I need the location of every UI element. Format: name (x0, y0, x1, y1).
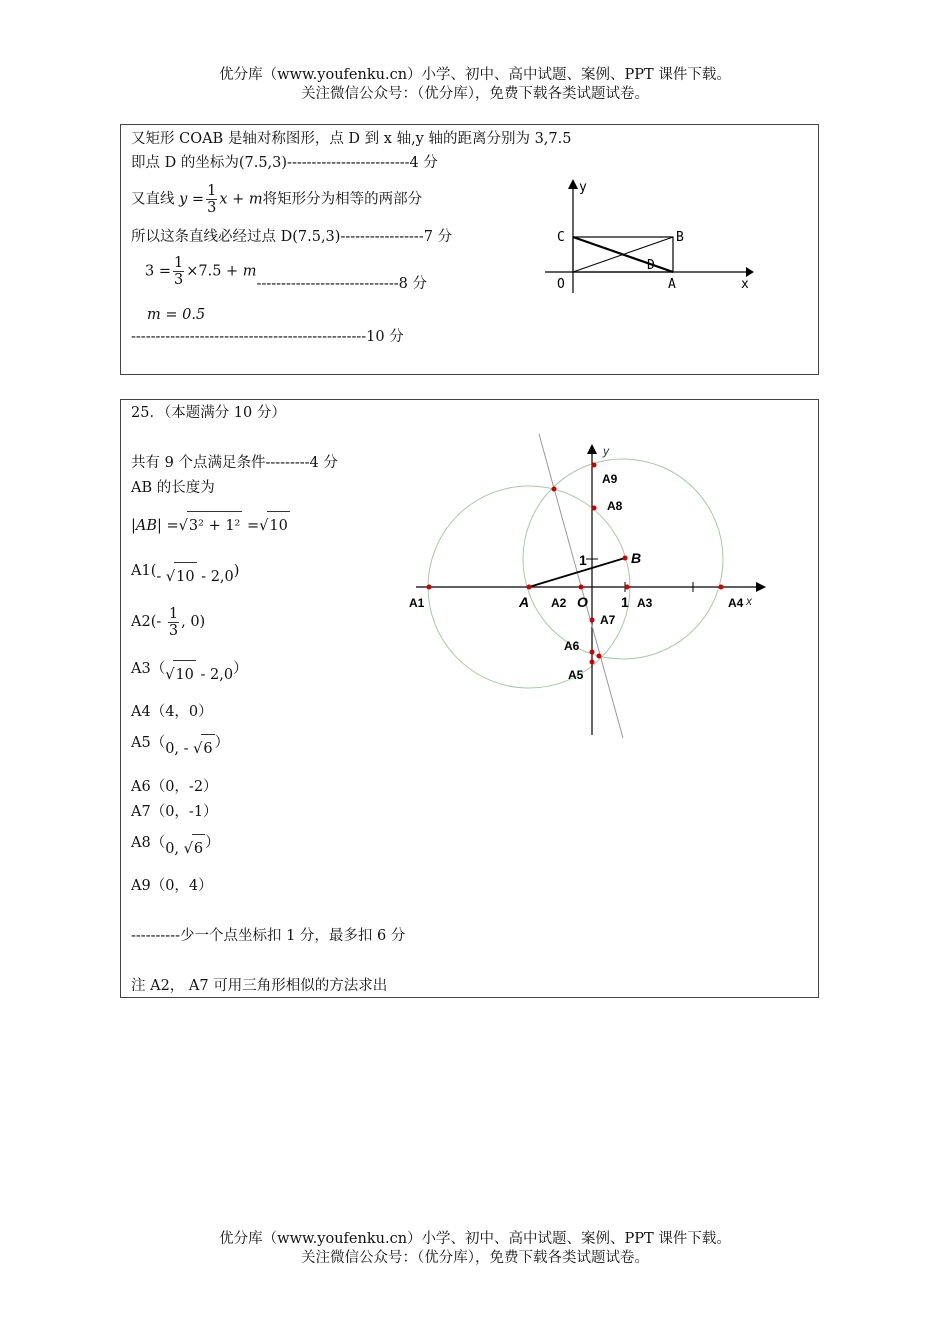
label-o: O (557, 277, 565, 292)
circle-figure (401, 430, 781, 750)
radical-sign: √ (178, 518, 188, 534)
rectangle-figure (541, 175, 761, 295)
bisector-circle-dot (597, 654, 602, 659)
solution-box-2 (120, 399, 819, 998)
point-a8-dot (592, 506, 597, 511)
footer-line-1: 优分库（www.youfenku.cn）小学、初中、高中试题、案例、PPT 课件下载。 (219, 1231, 731, 1247)
point-a4-dot (719, 585, 724, 590)
label-a1: A1 (409, 596, 425, 610)
label-a7: A7 (600, 613, 616, 627)
box1-l3-post: 将矩形分为相等的两部分 (262, 191, 423, 208)
label-a9: A9 (602, 472, 618, 486)
box1-l3-pre: 又直线 (131, 191, 180, 208)
point-a2-dot (579, 585, 584, 590)
y-axis-arrow (568, 179, 578, 189)
ab-lhs: |AB| (131, 518, 162, 534)
a3-label: A3（ (131, 661, 166, 677)
box1-line-3 (131, 183, 422, 216)
a1-value: - (156, 569, 166, 585)
label-y: y (603, 444, 609, 458)
label-b: B (676, 230, 684, 245)
a3-close: ） (233, 661, 248, 677)
box1-l3-fraction (206, 183, 217, 216)
box1-l5-tail: -----------------------------8 分 (256, 275, 427, 292)
point-a-dot (527, 585, 532, 590)
frac-denominator: 3 (207, 200, 217, 216)
ab-eq: = (161, 518, 179, 534)
deduction-note: ----------少一个点坐标扣 1 分，最多扣 6 分 (131, 928, 406, 944)
label-one-x: 1 (621, 594, 629, 610)
frac-denominator: 3 (173, 272, 184, 288)
box2-line-1: 共有 9 个点满足条件---------4 分 (131, 455, 338, 471)
a2-tail: , 0) (181, 614, 206, 630)
solution-box-1 (120, 124, 819, 375)
radical-sign: √ (193, 741, 203, 757)
a1-close: ) (233, 563, 240, 579)
frac-numerator: 1 (207, 183, 217, 199)
header-line-1: 优分库（www.youfenku.cn）小学、初中、高中试题、案例、PPT 课件下载。 (219, 67, 731, 83)
x-axis-arrow (756, 582, 766, 592)
x-axis-arrow (746, 267, 754, 277)
frac-numerator: 1 (173, 255, 184, 271)
label-a8: A8 (607, 499, 623, 513)
frac-numerator: 1 (168, 605, 179, 622)
point-a5 (131, 728, 229, 757)
point-b-dot (623, 556, 628, 561)
label-o: O (577, 594, 588, 610)
label-x: x (741, 277, 749, 292)
a5-label: A5（ (131, 735, 166, 751)
radical-sign: √ (259, 518, 269, 534)
similar-triangle-note: 注 A2， A7 可用三角形相似的方法求出 (131, 978, 388, 994)
box1-l3-eq: = (187, 191, 205, 208)
box1-l5-a: 3 = (145, 263, 171, 280)
a5-close: ） (214, 735, 230, 751)
point-a7-dot (590, 618, 595, 623)
point-a1 (131, 556, 239, 585)
ab-radicand: 3² + 1² (187, 511, 242, 540)
point-a2 (131, 604, 205, 640)
page-header (0, 66, 950, 104)
footer-line-2: 关注微信公众号：（优分库），免费下载各类试题试卷。 (301, 1250, 649, 1266)
box1-l5-fraction (173, 255, 184, 288)
a8-label: A8（ (131, 835, 166, 851)
box1-line-4: 所以这条直线必经过点 D(7.5,3)-----------------7 分 (131, 229, 453, 245)
box1-l3-x: x + m (219, 191, 263, 208)
a3-tail: - 2,0 (195, 667, 234, 683)
box1-line-1: 又矩形 COAB 是轴对称图形，点 D 到 x 轴,y 轴的距离分别为 3,7.5 (131, 131, 572, 147)
label-b: B (631, 550, 642, 566)
a8-close: ） (205, 835, 220, 851)
box1-line-7: ------------------------------------------------10 分 (131, 329, 404, 345)
box1-l5-b: ×7.5 + (186, 263, 243, 280)
point-a4: A4（4，0） (131, 704, 213, 720)
page-footer (0, 1230, 950, 1268)
a1-label: A1( (131, 563, 157, 579)
label-a4: A4 (728, 596, 744, 610)
segment-ab (529, 558, 625, 587)
a2-fraction (168, 606, 179, 639)
point-a7: A7（0，-1） (131, 804, 218, 820)
point-a8 (131, 828, 220, 857)
label-one-y: 1 (579, 552, 587, 568)
point-a9-dot (592, 463, 597, 468)
point-a1-dot (427, 585, 432, 590)
radical-sign: √ (165, 569, 176, 585)
box1-line-6: m = 0.5 (147, 307, 206, 323)
label-a2: A2 (551, 596, 567, 610)
a2-label: A2(- (131, 614, 166, 630)
label-a6: A6 (564, 639, 580, 653)
label-d: D (647, 258, 655, 273)
a5-value: 0, - (165, 741, 194, 757)
box1-l3-y: y (179, 191, 188, 208)
a3-radicand: 10 (173, 660, 195, 689)
point-a5-dot (590, 660, 595, 665)
label-c: C (557, 230, 565, 245)
point-a9: A9（0，4） (131, 878, 213, 894)
box2-title: 25．（本题满分 10 分） (131, 405, 286, 421)
box2-ab-formula (131, 511, 290, 540)
a5-radicand: 6 (201, 734, 214, 763)
box1-l5-m: m (242, 263, 257, 280)
point-a6: A6（0，-2） (131, 779, 218, 795)
ab-radicand-2: 10 (267, 511, 289, 540)
radical-sign: √ (183, 841, 193, 857)
label-a: A (668, 277, 676, 292)
a8-value: 0, (165, 841, 184, 857)
label-a: A (519, 594, 530, 610)
point-a3-dot (625, 585, 630, 590)
header-line-2: 关注微信公众号：（优分库），免费下载各类试题试卷。 (301, 86, 649, 102)
label-y: y (579, 180, 587, 195)
frac-denominator: 3 (168, 622, 179, 639)
a8-radicand: 6 (192, 834, 205, 863)
label-x: x (746, 594, 752, 608)
point-a6-dot (590, 650, 595, 655)
label-a3: A3 (637, 596, 653, 610)
label-a5: A5 (568, 668, 584, 682)
box1-line-5 (145, 255, 427, 292)
a1-radicand: 10 (174, 562, 196, 591)
a1-tail: - 2,0 (196, 569, 234, 585)
ab-eq2: = (242, 518, 260, 534)
point-a3 (131, 654, 248, 683)
bisector-intersection-dot (552, 487, 557, 492)
y-axis-arrow (587, 444, 597, 454)
box1-line-2: 即点 D 的坐标为(7.5,3)-------------------------4 分 (131, 155, 438, 171)
radical-sign: √ (165, 667, 175, 683)
box2-line-2: AB 的长度为 (131, 480, 215, 496)
